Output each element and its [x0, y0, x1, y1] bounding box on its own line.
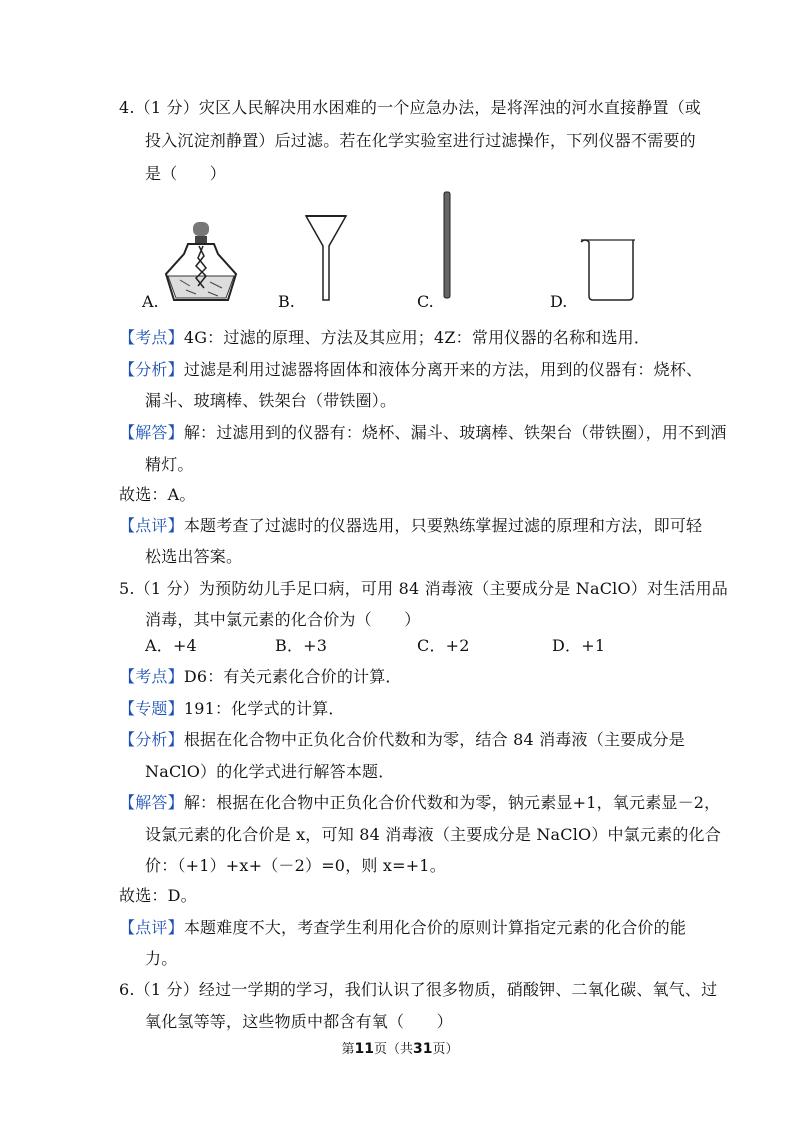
q6-stem-line1: 6.（1 分）经过一学期的学习，我们认识了很多物质，硝酸钾、二氧化碳、氧气、过 — [119, 980, 718, 999]
q5-fenxi-line2: NaClO）的化学式进行解答本题． — [145, 762, 395, 781]
q4-kaodian — [119, 328, 650, 348]
q4-stem-line2: 投入沉淀剂静置）后过滤。若在化学实验室进行过滤操作，下列仪器不需要的 — [145, 131, 696, 150]
fenxi-tag: 【分析】 — [119, 730, 184, 749]
q4-options-figure — [130, 188, 690, 318]
current-page-number: 11 — [354, 1041, 374, 1057]
option-b-label: B. — [278, 292, 295, 311]
jieda-text: 解：过滤用到的仪器有：烧杯、漏斗、玻璃棒、铁架台（带铁圈），用不到酒 — [183, 423, 727, 442]
dianping-text: 本题难度不大，考查学生利用化合价的原则计算指定元素的化合价的能 — [183, 918, 687, 937]
option-a-label: A. — [142, 292, 159, 311]
q5-kaodian — [119, 667, 402, 687]
kaodian-text: D6：有关元素化合价的计算． — [183, 667, 402, 686]
q4-fenxi-line2: 漏斗、玻璃棒、铁架台（带铁圈）。 — [145, 391, 397, 410]
jieda-text: 解：根据在化合物中正负化合价代数和为零，钠元素显+1，氧元素显－2， — [183, 793, 721, 812]
fenxi-text: 过滤是利用过滤器将固体和液体分离开来的方法，用到的仪器有：烧杯、 — [183, 360, 703, 379]
q5-option-c: C．+2 — [417, 636, 470, 655]
q5-answer: 故选：D。 — [119, 886, 197, 905]
q4-jieda-line2: 精灯。 — [145, 455, 194, 474]
glass-rod-icon — [440, 190, 454, 302]
jieda-tag: 【解答】 — [119, 793, 184, 812]
alcohol-lamp-icon — [160, 218, 240, 303]
q4-dianping-line2: 松选出答案。 — [145, 547, 243, 566]
q5-stem-line1: 5.（1 分）为预防幼儿手足口病，可用 84 消毒液（主要成分是 NaClO）对生活用品 — [119, 579, 728, 598]
q4-stem-line3: 是（ ） — [145, 164, 227, 183]
option-d-label: D. — [550, 292, 568, 311]
dianping-text: 本题考查了过滤时的仪器选用，只要熟练掌握过滤的原理和方法，即可轻 — [183, 516, 703, 535]
total-page-count: 31 — [413, 1041, 433, 1057]
q5-dianping-line2: 力。 — [145, 949, 178, 968]
dianping-tag: 【点评】 — [119, 918, 184, 937]
fenxi-text: 根据在化合物中正负化合价代数和为零，结合 84 消毒液（主要成分是 — [183, 730, 685, 749]
zhuanti-text: 191：化学式的计算． — [183, 699, 345, 718]
q5-zhuanti — [119, 699, 345, 719]
q5-option-a: A．+4 — [145, 636, 197, 655]
q6-stem-line2: 氧化氢等等，这些物质中都含有氧（ ） — [145, 1012, 453, 1031]
option-c-label: C. — [417, 292, 434, 311]
kaodian-tag: 【考点】 — [119, 328, 184, 347]
q5-jieda-line3: 价：（+1）+x+（－2）=0，则 x=+1。 — [145, 856, 446, 875]
q5-dianping-line1 — [119, 918, 686, 938]
funnel-icon — [302, 212, 350, 307]
q5-option-d: D．+1 — [552, 636, 606, 655]
q5-jieda-line1 — [119, 793, 720, 813]
q4-jieda-line1 — [119, 423, 727, 443]
q5-fenxi-line1 — [119, 730, 685, 750]
q5-option-b: B．+3 — [275, 636, 328, 655]
kaodian-text: 4G：过滤的原理、方法及其应用；4Z：常用仪器的名称和选用． — [183, 328, 651, 347]
dianping-tag: 【点评】 — [119, 516, 184, 535]
q4-dianping-line1 — [119, 516, 702, 536]
footer-middle: 页（共 — [373, 1042, 413, 1057]
q5-options — [145, 636, 665, 656]
fenxi-tag: 【分析】 — [119, 360, 184, 379]
zhuanti-tag: 【专题】 — [119, 699, 184, 718]
q4-stem-line1: 4.（1 分）灾区人民解决用水困难的一个应急办法，是将浑浊的河水直接静置（或 — [119, 98, 702, 117]
footer-suffix: 页） — [432, 1042, 459, 1057]
page-footer — [0, 1038, 800, 1057]
footer-prefix: 第 — [341, 1042, 355, 1057]
q5-jieda-line2: 设氯元素的化合价是 x，可知 84 消毒液（主要成分是 NaClO）中氯元素的化合 — [145, 825, 721, 844]
jieda-tag: 【解答】 — [119, 423, 184, 442]
kaodian-tag: 【考点】 — [119, 667, 184, 686]
q5-stem-line2: 消毒，其中氯元素的化合价为（ ） — [145, 610, 421, 629]
q4-fenxi-line1 — [119, 360, 702, 380]
q4-answer: 故选：A。 — [119, 485, 196, 504]
beaker-icon — [579, 236, 639, 302]
